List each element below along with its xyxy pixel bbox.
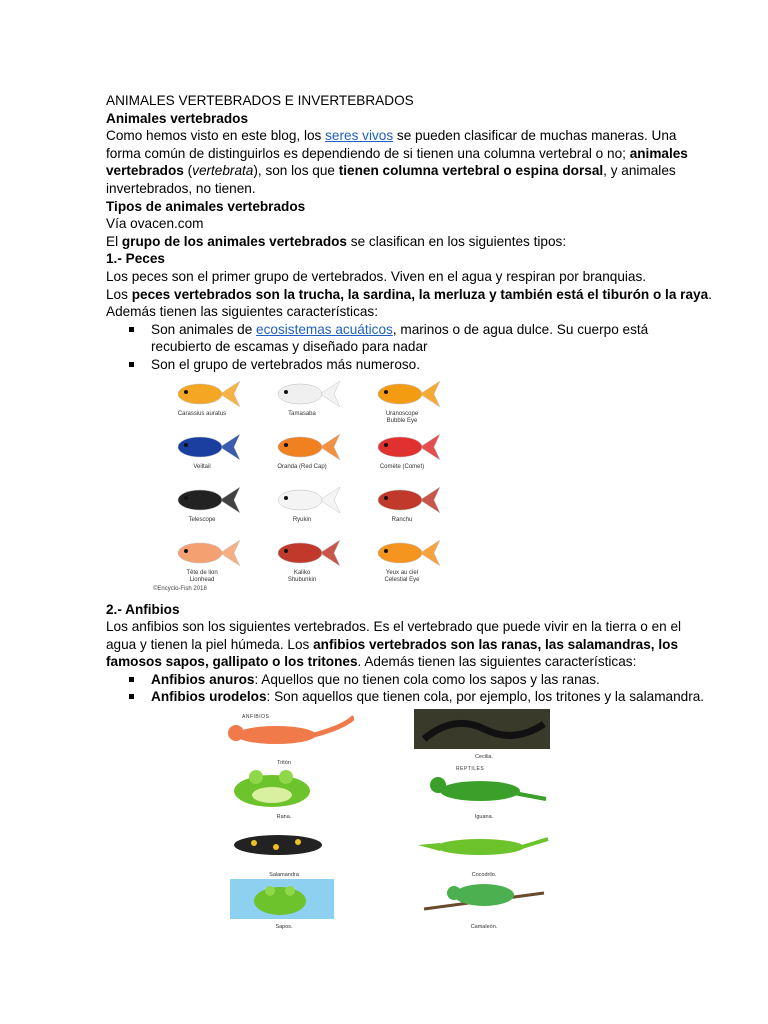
animal-caption: Iguana. — [474, 813, 494, 820]
source-line: Vía ovacen.com — [106, 216, 204, 232]
animal-caption: Cocodrilo. — [471, 871, 497, 878]
section-heading: Animales vertebrados — [106, 110, 249, 126]
fish-caption: Kaliko — [293, 569, 311, 576]
animal-icon — [414, 879, 554, 919]
animal-illustration — [414, 879, 554, 931]
types-heading: Tipos de animales vertebrados — [106, 198, 306, 214]
fish-illustration — [353, 430, 451, 483]
fish-caption: Shubunkin — [287, 576, 317, 583]
anfibios-label: ANFIBIOS — [242, 714, 270, 721]
anfibios-p1: Los anfibios son los siguientes vertebrados. Es el vertebrado que puede vivir en la tierra o en el — [106, 619, 682, 635]
animal-caption: Salamandra — [269, 871, 299, 878]
peces-heading: 1.- Peces — [106, 251, 165, 267]
fish-caption: Carassius auratus — [177, 410, 227, 417]
fish-illustration — [253, 483, 351, 536]
fish-caption: Tamasaba — [288, 410, 316, 417]
fish-icon — [262, 536, 342, 570]
anfibios-p3: famosos sapos, gallipato o los tritones. Además tienen las siguientes características: — [106, 654, 637, 670]
animal-icon — [414, 709, 554, 749]
fish-illustration — [253, 377, 351, 430]
document-title: ANIMALES VERTEBRADOS E INVERTEBRADOS — [106, 93, 414, 108]
animal-illustration — [414, 769, 554, 821]
fish-icon — [362, 430, 442, 464]
animal-icon — [414, 769, 554, 809]
fish-caption: Yeux au ciel — [385, 569, 419, 576]
list-item: Son el grupo de vertebrados más numeroso. — [106, 356, 676, 374]
intro-paragraph: Como hemos visto en este blog, los seres vivos se pueden clasificar de muchas maneras. Una forma común de distinguirlos es dependiendo de si tienen una columna vertebral o no; animales vertebrados (vertebrata), son los que tienen columna vertebral o espina dorsal, y animales invertebrados, no tienen. — [106, 128, 688, 196]
animal-caption: Tritón — [277, 759, 291, 766]
animal-icon — [214, 715, 354, 755]
anfibios-bullet-list — [106, 671, 705, 706]
fish-illustration — [153, 483, 251, 536]
image-copyright: ©Encyclo-Fish 2018 — [153, 585, 207, 592]
fish-caption: Lionhead — [189, 576, 215, 583]
goldfish-varieties-image — [153, 377, 451, 599]
peces-p1: Los peces son el primer grupo de vertebrados. Viven en el agua y respiran por branquias. — [106, 268, 647, 284]
animal-icon — [214, 827, 354, 867]
fish-icon — [162, 377, 242, 411]
anfibios-heading: 2.- Anfibios — [106, 601, 180, 617]
reptiles-label: REPTILES — [456, 766, 485, 773]
animal-illustration — [214, 715, 354, 767]
fish-illustration — [253, 536, 351, 589]
fish-illustration — [153, 430, 251, 483]
list-item: Son animales de ecosistemas acuáticos, marinos o de agua dulce. Su cuerpo está recubierto de escamas y diseñado para nadar — [106, 321, 676, 356]
fish-caption: Uranoscope — [385, 410, 419, 417]
document-page — [106, 92, 712, 935]
animal-icon — [214, 769, 354, 809]
fish-icon — [162, 483, 242, 517]
animal-illustration — [214, 827, 354, 879]
animal-caption: Cecilia. — [474, 753, 494, 760]
anfibios-p2: agua y tienen la piel húmeda. Los anfibios vertebrados son las ranas, las salamandras, los — [106, 636, 678, 652]
animal-icon — [414, 827, 554, 867]
fish-caption: Bubble Eye — [386, 417, 418, 424]
animal-caption: Camaleón. — [470, 923, 498, 930]
peces-p2: Los peces vertebrados son la trucha, la sardina, la merluza y también está el tiburón o la raya. — [106, 286, 712, 302]
fish-illustration — [153, 377, 251, 430]
animal-illustration — [414, 709, 554, 761]
fish-caption: Veiltail — [193, 463, 211, 470]
fish-icon — [262, 377, 342, 411]
fish-illustration — [353, 536, 451, 589]
seres-vivos-link[interactable]: seres vivos — [325, 128, 394, 144]
fish-caption: Celestial Eye — [384, 576, 420, 583]
fish-caption: Telescope — [188, 516, 216, 523]
animal-icon — [214, 879, 354, 919]
amphibians-reptiles-image — [194, 709, 574, 935]
fish-icon — [262, 430, 342, 464]
group-line: El grupo de los animales vertebrados se clasifican en los siguientes tipos: — [106, 233, 567, 249]
fish-illustration — [353, 377, 451, 430]
animal-illustration — [214, 769, 354, 821]
animal-illustration — [414, 827, 554, 879]
fish-illustration — [253, 430, 351, 483]
animal-illustration — [214, 879, 354, 931]
fish-icon — [162, 536, 242, 570]
fish-illustration — [353, 483, 451, 536]
list-item: Anfibios urodelos: Son aquellos que tienen cola, por ejemplo, los tritones y la salamandra. — [106, 688, 676, 706]
ecosistemas-link[interactable]: ecosistemas acuáticos — [256, 321, 393, 337]
fish-icon — [362, 483, 442, 517]
fish-illustration — [153, 536, 251, 589]
fish-caption: Comète (Comet) — [379, 463, 425, 470]
fish-caption: Tête de lion — [186, 569, 218, 576]
fish-caption: Oranda (Red Cap) — [277, 463, 327, 470]
fish-icon — [362, 536, 442, 570]
fish-icon — [262, 483, 342, 517]
peces-bullet-list — [106, 321, 676, 374]
peces-p3: Además tienen las siguientes características: — [106, 304, 379, 320]
fish-icon — [362, 377, 442, 411]
list-item: Anfibios anuros: Aquellos que no tienen cola como los sapos y las ranas. — [106, 671, 676, 689]
fish-icon — [162, 430, 242, 464]
animal-caption: Sapos. — [275, 923, 293, 930]
animal-caption: Rana. — [276, 813, 292, 820]
fish-caption: Ranchu — [391, 516, 413, 523]
fish-caption: Ryukin — [292, 516, 312, 523]
